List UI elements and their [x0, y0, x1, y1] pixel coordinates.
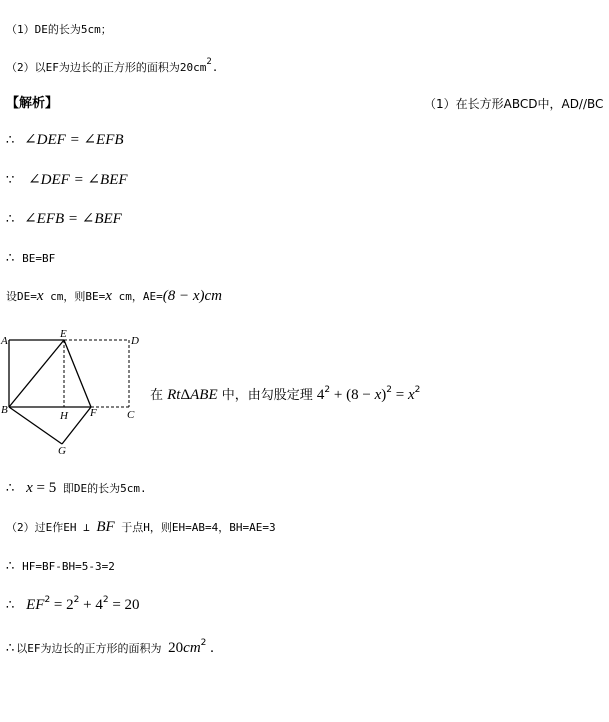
segment-EF	[64, 340, 91, 407]
part-2-line-3-sup2: 2	[73, 595, 80, 605]
step-line-5	[6, 288, 222, 305]
label-A: A	[1, 335, 8, 347]
part-2-line-1	[6, 519, 276, 536]
step-line-5-expr: (8 − x)cm	[162, 288, 222, 304]
step-line-1-math: ∠DEF = ∠EFB	[24, 132, 124, 148]
caption-sup3: 2	[414, 385, 421, 395]
caption-rt: Rt	[167, 387, 181, 403]
part-2-line-1-b: 于点H，则EH=AB=4，BH=AE=3	[114, 521, 276, 534]
because-symbol: ∵	[6, 173, 15, 188]
step-line-6-text: 即DE的长为5cm.	[56, 482, 147, 495]
step-line-2	[6, 172, 128, 189]
step-line-3-math: ∠EFB = ∠BEF	[24, 211, 122, 227]
caption-eq: =	[391, 387, 408, 403]
segment-BG	[9, 407, 62, 444]
analysis-heading: 【解析】	[6, 96, 59, 111]
caption-sup1: 2	[324, 385, 331, 395]
part-2-line-3-sup: 2	[44, 595, 51, 605]
part-2-line-3-ef: EF	[26, 597, 45, 613]
step-line-5-a: 设DE=	[6, 290, 37, 303]
step-line-6-x: x	[26, 480, 33, 496]
therefore-symbol: ∴	[6, 559, 15, 574]
answer-line-2-text: （2）以EF为边长的正方形的面积为20cm	[6, 61, 207, 74]
geometry-figure	[0, 328, 140, 456]
caption-x: x	[374, 387, 382, 403]
therefore-symbol: ∴	[6, 212, 15, 227]
part-2-line-3	[6, 597, 140, 614]
final-answer-text: 以EF为边长的正方形的面积为	[16, 642, 169, 655]
label-D: D	[131, 335, 139, 347]
part-2-line-3-sup3: 2	[102, 595, 109, 605]
step-line-5-b: cm，则BE=	[43, 290, 106, 303]
answer-line-2-sup: 2	[206, 57, 212, 67]
label-F: F	[90, 407, 97, 419]
step-line-6	[6, 480, 147, 497]
segment-BE	[9, 340, 64, 407]
step-line-5-c: cm，AE=	[111, 290, 163, 303]
step-line-6-eq: = 5	[32, 480, 57, 496]
caption-triangle: Δ	[180, 387, 191, 403]
answer-line-2-end: .	[211, 61, 219, 74]
final-answer-unit: cm	[183, 640, 201, 656]
pythagoras-caption	[150, 384, 420, 404]
part-2-line-1-a: （2）过E作EH ⊥	[6, 521, 97, 534]
caption-x2: x	[407, 387, 415, 403]
part-2-line-3-plus: + 4	[79, 597, 103, 613]
step-line-3	[6, 211, 122, 228]
therefore-symbol: ∴	[6, 133, 15, 148]
label-E: E	[60, 328, 67, 340]
step-line-4-text: BE=BF	[22, 252, 56, 265]
final-answer-value: 20	[168, 640, 184, 656]
part-2-line-3-eq: = 2	[50, 597, 74, 613]
caption-close: )	[381, 387, 387, 403]
part-2-line-2	[6, 558, 115, 575]
step-line-2-math: ∠DEF = ∠BEF	[28, 172, 128, 188]
part-2-line-2-text: HF=BF-BH=5-3=2	[22, 560, 115, 573]
part-2-line-3-res: = 20	[108, 597, 140, 613]
therefore-symbol: ∴	[6, 598, 15, 613]
answer-line-2	[6, 57, 219, 76]
part-2-line-1-bf: BF	[96, 519, 115, 535]
answer-line-1: （1）DE的长为5cm；	[6, 23, 112, 36]
final-answer-line	[6, 640, 214, 657]
step-line-4	[6, 250, 55, 267]
therefore-symbol: ∴	[6, 641, 15, 656]
therefore-symbol: ∴	[6, 251, 15, 266]
caption-abe: ABE	[190, 387, 218, 403]
label-B: B	[1, 404, 8, 416]
final-answer-end: .	[206, 640, 214, 656]
label-G: G	[58, 445, 66, 456]
label-C: C	[127, 409, 135, 421]
therefore-symbol: ∴	[6, 481, 15, 496]
analysis-intro: （1）在长方形ABCD中，AD//BC	[424, 97, 604, 111]
caption-a: 在	[150, 388, 168, 403]
step-line-5-x1: x	[36, 288, 44, 304]
step-line-5-x2: x	[105, 288, 112, 304]
caption-4: 4	[316, 387, 325, 403]
final-answer-sup: 2	[200, 638, 207, 648]
step-line-1	[6, 132, 124, 149]
label-H: H	[60, 410, 68, 422]
caption-plus: + (8 −	[330, 387, 375, 403]
caption-b: 中，由勾股定理	[217, 388, 317, 403]
caption-sup2: 2	[386, 385, 392, 395]
